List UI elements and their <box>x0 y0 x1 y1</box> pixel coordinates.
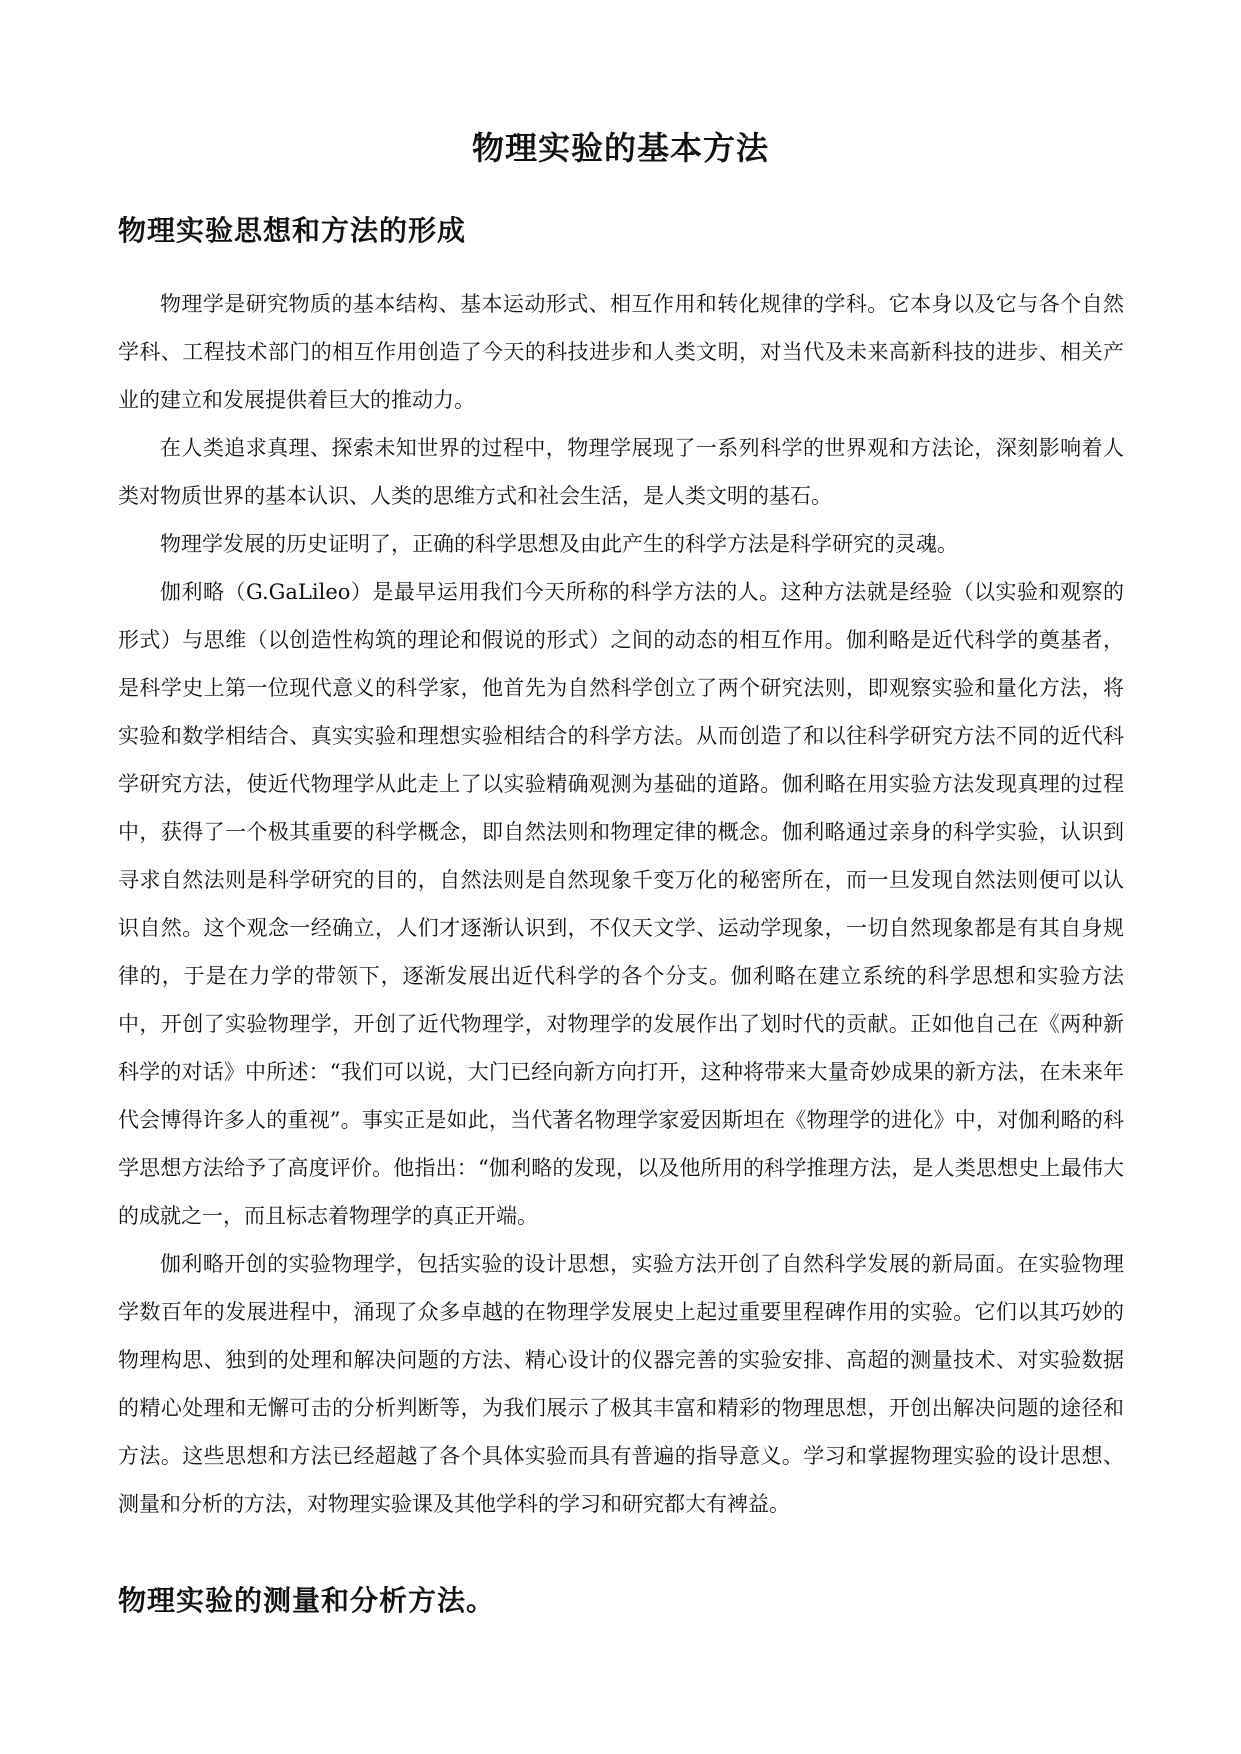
paragraph: 伽利略（G.GaLileo）是最早运用我们今天所称的科学方法的人。这种方法就是经验（以实验和观察的形式）与思维（以创造性构筑的理论和假说的形式）之间的动态的相互作用。伽利略是近代科学的奠基者，是科学史上第一位现代意义的科学家，他首先为自然科学创立了两个研究法则，即观察实验和量化方法，将实验和数学相结合、真实实验和理想实验相结合的科学方法。从而创造了和以往科学研究方法不同的近代科学研究方法，使近代物理学从此走上了以实验精确观测为基础的道路。伽利略在用实验方法发现真理的过程中，获得了一个极其重要的科学概念，即自然法则和物理定律的概念。伽利略通过亲身的科学实验，认识到寻求自然法则是科学研究的目的，自然法则是自然现象千变万化的秘密所在，而一旦发现自然法则便可以认识自然。这个观念一经确立，人们才逐渐认识到，不仅天文学、运动学现象，一切自然现象都是有其自身规律的，于是在力学的带领下，逐渐发展出近代科学的各个分支。伽利略在建立系统的科学思想和实验方法中，开创了实验物理学，开创了近代物理学，对物理学的发展作出了划时代的贡献。正如他自己在《两种新科学的对话》中所述：“我们可以说，大门已经向新方向打开，这种将带来大量奇妙成果的新方法，在未来年代会博得许多人的重视”。事实正是如此，当代著名物理学家爱因斯坦在《物理学的进化》中，对伽利略的科学思想方法给予了高度评价。他指出：“伽利略的发现，以及他所用的科学推理方法，是人类思想史上最伟大的成就之一，而且标志着物理学的真正开端。 <box>118 580 1124 1228</box>
paragraph: 物理学是研究物质的基本结构、基本运动形式、相互作用和转化规律的学科。它本身以及它与各个自然学科、工程技术部门的相互作用创造了今天的科技进步和人类文明，对当代及未来高新科技的进步、相关产业的建立和发展提供着巨大的推动力。 <box>118 292 1124 412</box>
section-heading-measurement: 物理实验的测量和分析方法。 <box>118 1584 496 1617</box>
paragraph: 物理学发展的历史证明了，正确的科学思想及由此产生的科学方法是科学研究的灵魂。 <box>160 532 958 556</box>
document-title: 物理实验的基本方法 <box>471 129 769 167</box>
paragraph: 在人类追求真理、探索未知世界的过程中，物理学展现了一系列科学的世界观和方法论，深刻影响着人类对物质世界的基本认识、人类的思维方式和社会生活，是人类文明的基石。 <box>118 436 1124 508</box>
section-body-formation <box>118 280 1124 1528</box>
section-heading-formation: 物理实验思想和方法的形成 <box>118 214 467 247</box>
paragraph: 伽利略开创的实验物理学，包括实验的设计思想，实验方法开创了自然科学发展的新局面。在实验物理学数百年的发展进程中，涌现了众多卓越的在物理学发展史上起过重要里程碑作用的实验。它们以其巧妙的物理构思、独到的处理和解决问题的方法、精心设计的仪器完善的实验安排、高超的测量技术、对实验数据的精心处理和无懈可击的分析判断等，为我们展示了极其丰富和精彩的物理思想，开创出解决问题的途径和方法。这些思想和方法已经超越了各个具体实验而具有普遍的指导意义。学习和掌握物理实验的设计思想、测量和分析的方法，对物理实验课及其他学科的学习和研究都大有裨益。 <box>118 1252 1124 1516</box>
